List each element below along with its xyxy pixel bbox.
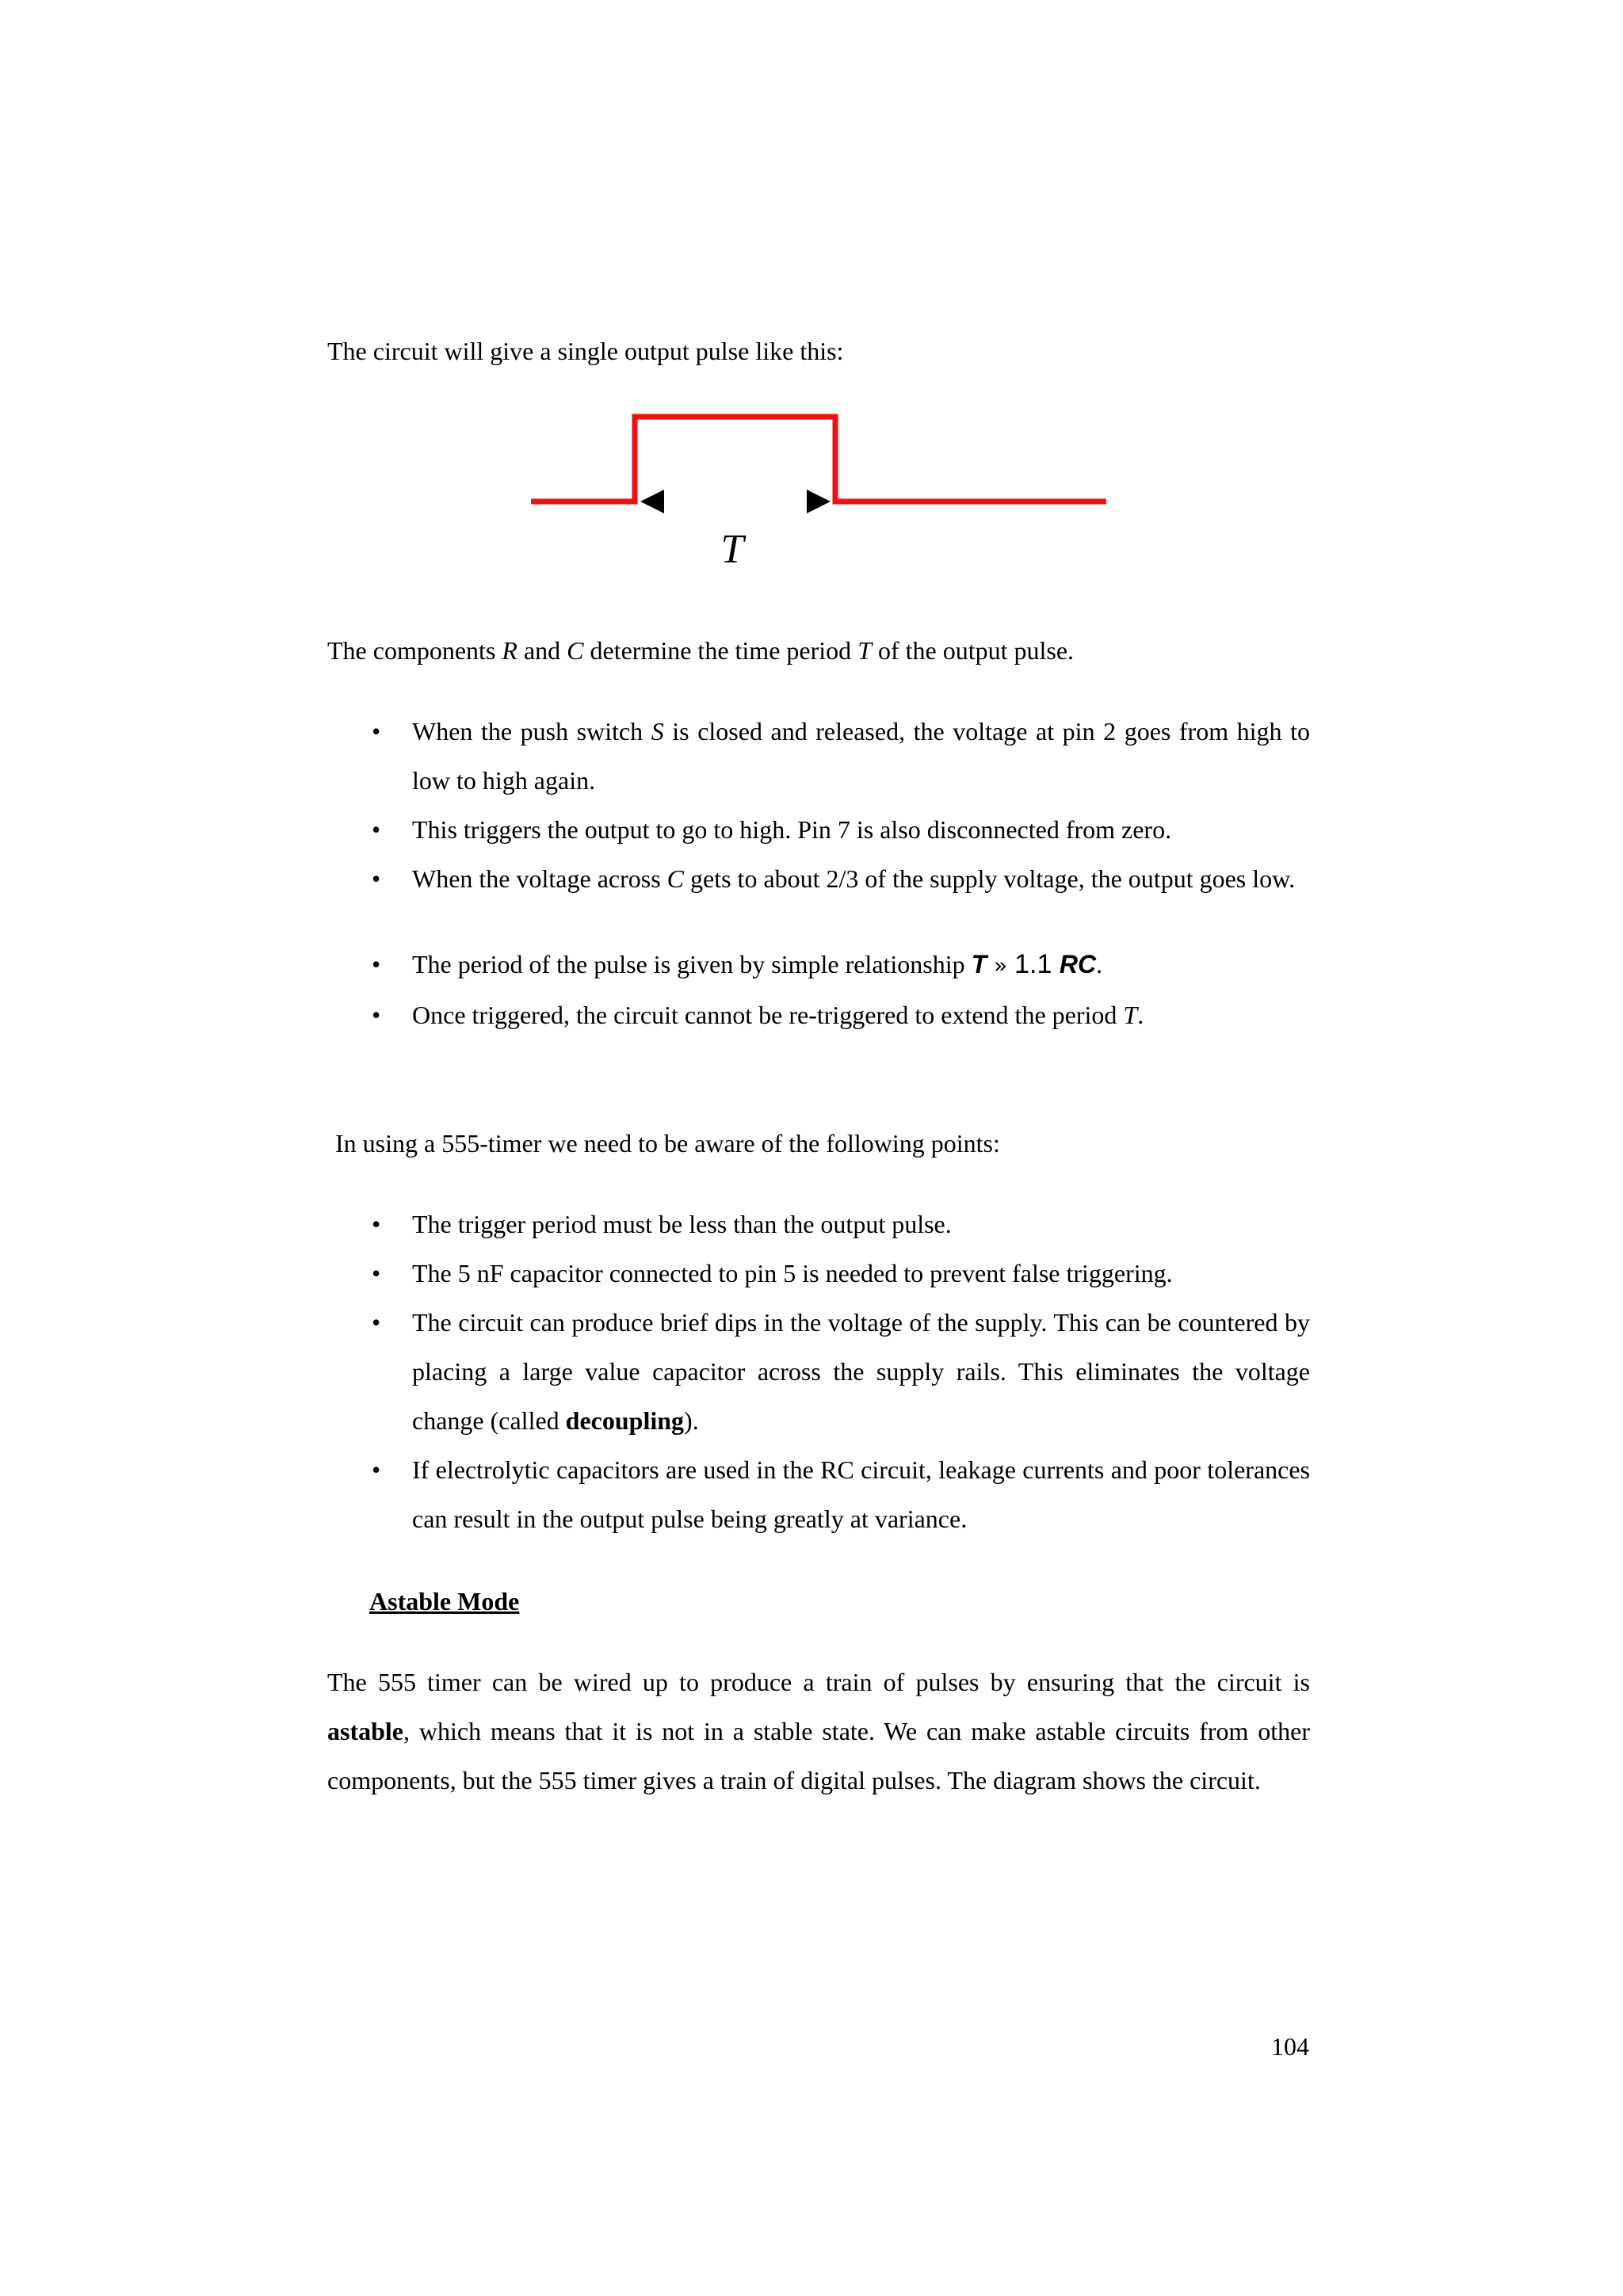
page-number: 104: [1271, 2032, 1309, 2061]
left-arrow-icon: [640, 490, 664, 513]
bullet-icon: •: [372, 717, 381, 746]
bullet-icon: •: [372, 950, 381, 978]
list-item: • If electrolytic capacitors are used in the RC circuit, leakage currents and poor tolerances can result in the output pulse being greatly at variance.: [327, 1445, 1310, 1543]
list-item: • When the push switch S is closed and released, the voltage at pin 2 goes from high to low to high again.: [327, 707, 1310, 805]
components-text: The components R and C determine the time period T of the output pulse.: [327, 636, 1075, 665]
bullet-icon: •: [372, 1308, 381, 1337]
period-label: T: [720, 527, 744, 572]
bullet-icon: •: [372, 1001, 381, 1029]
right-arrow-icon: [807, 490, 831, 513]
bullet-icon: •: [372, 815, 381, 844]
var-c: C: [567, 636, 584, 665]
intro-text: The circuit will give a single output pulse like this:: [327, 337, 844, 365]
list-item: • The trigger period must be less than the output pulse.: [327, 1199, 1310, 1249]
var-t: T: [857, 636, 872, 665]
list-item: • The period of the pulse is given by simple relationship T » 1.1 RC.: [327, 940, 1310, 990]
list-item: • The circuit can produce brief dips in the voltage of the supply. This can be countered by placing a large value capacitor across the supply rails. This eliminates the voltage change (called decoupling).: [327, 1298, 1310, 1445]
list-item: • This triggers the output to go to high. Pin 7 is also disconnected from zero.: [327, 805, 1310, 854]
points-intro-text: In using a 555-timer we need to be aware of the following points:: [335, 1129, 1000, 1158]
astable-paragraph: The 555 timer can be wired up to produce a train of pulses by ensuring that the circuit is astable, which means that it is not in a stable state. We can make astable circuits from other components, but the 555 timer gives a train of digital pulses. The diagram shows the circuit.: [327, 1668, 1310, 1794]
list-item: • The 5 nF capacitor connected to pin 5 is needed to prevent false triggering.: [327, 1249, 1310, 1298]
list-item: • When the voltage across C gets to about 2/3 of the supply voltage, the output goes low.: [327, 854, 1310, 903]
pulse-line: [531, 417, 1106, 502]
bullet-icon: •: [372, 1259, 381, 1287]
section-heading: Astable Mode: [369, 1587, 520, 1615]
var-r: R: [502, 636, 517, 665]
pulse-waveform: [531, 417, 1106, 502]
list-item: • Once triggered, the circuit cannot be re-triggered to extend the period T.: [327, 990, 1310, 1039]
bullet-icon: •: [372, 1455, 381, 1484]
points-list: [327, 1199, 1310, 1543]
bullet-icon: •: [372, 1210, 381, 1238]
bullet-icon: •: [372, 864, 381, 893]
operation-list: [327, 707, 1310, 1039]
output-pulse-figure: [523, 396, 1125, 586]
